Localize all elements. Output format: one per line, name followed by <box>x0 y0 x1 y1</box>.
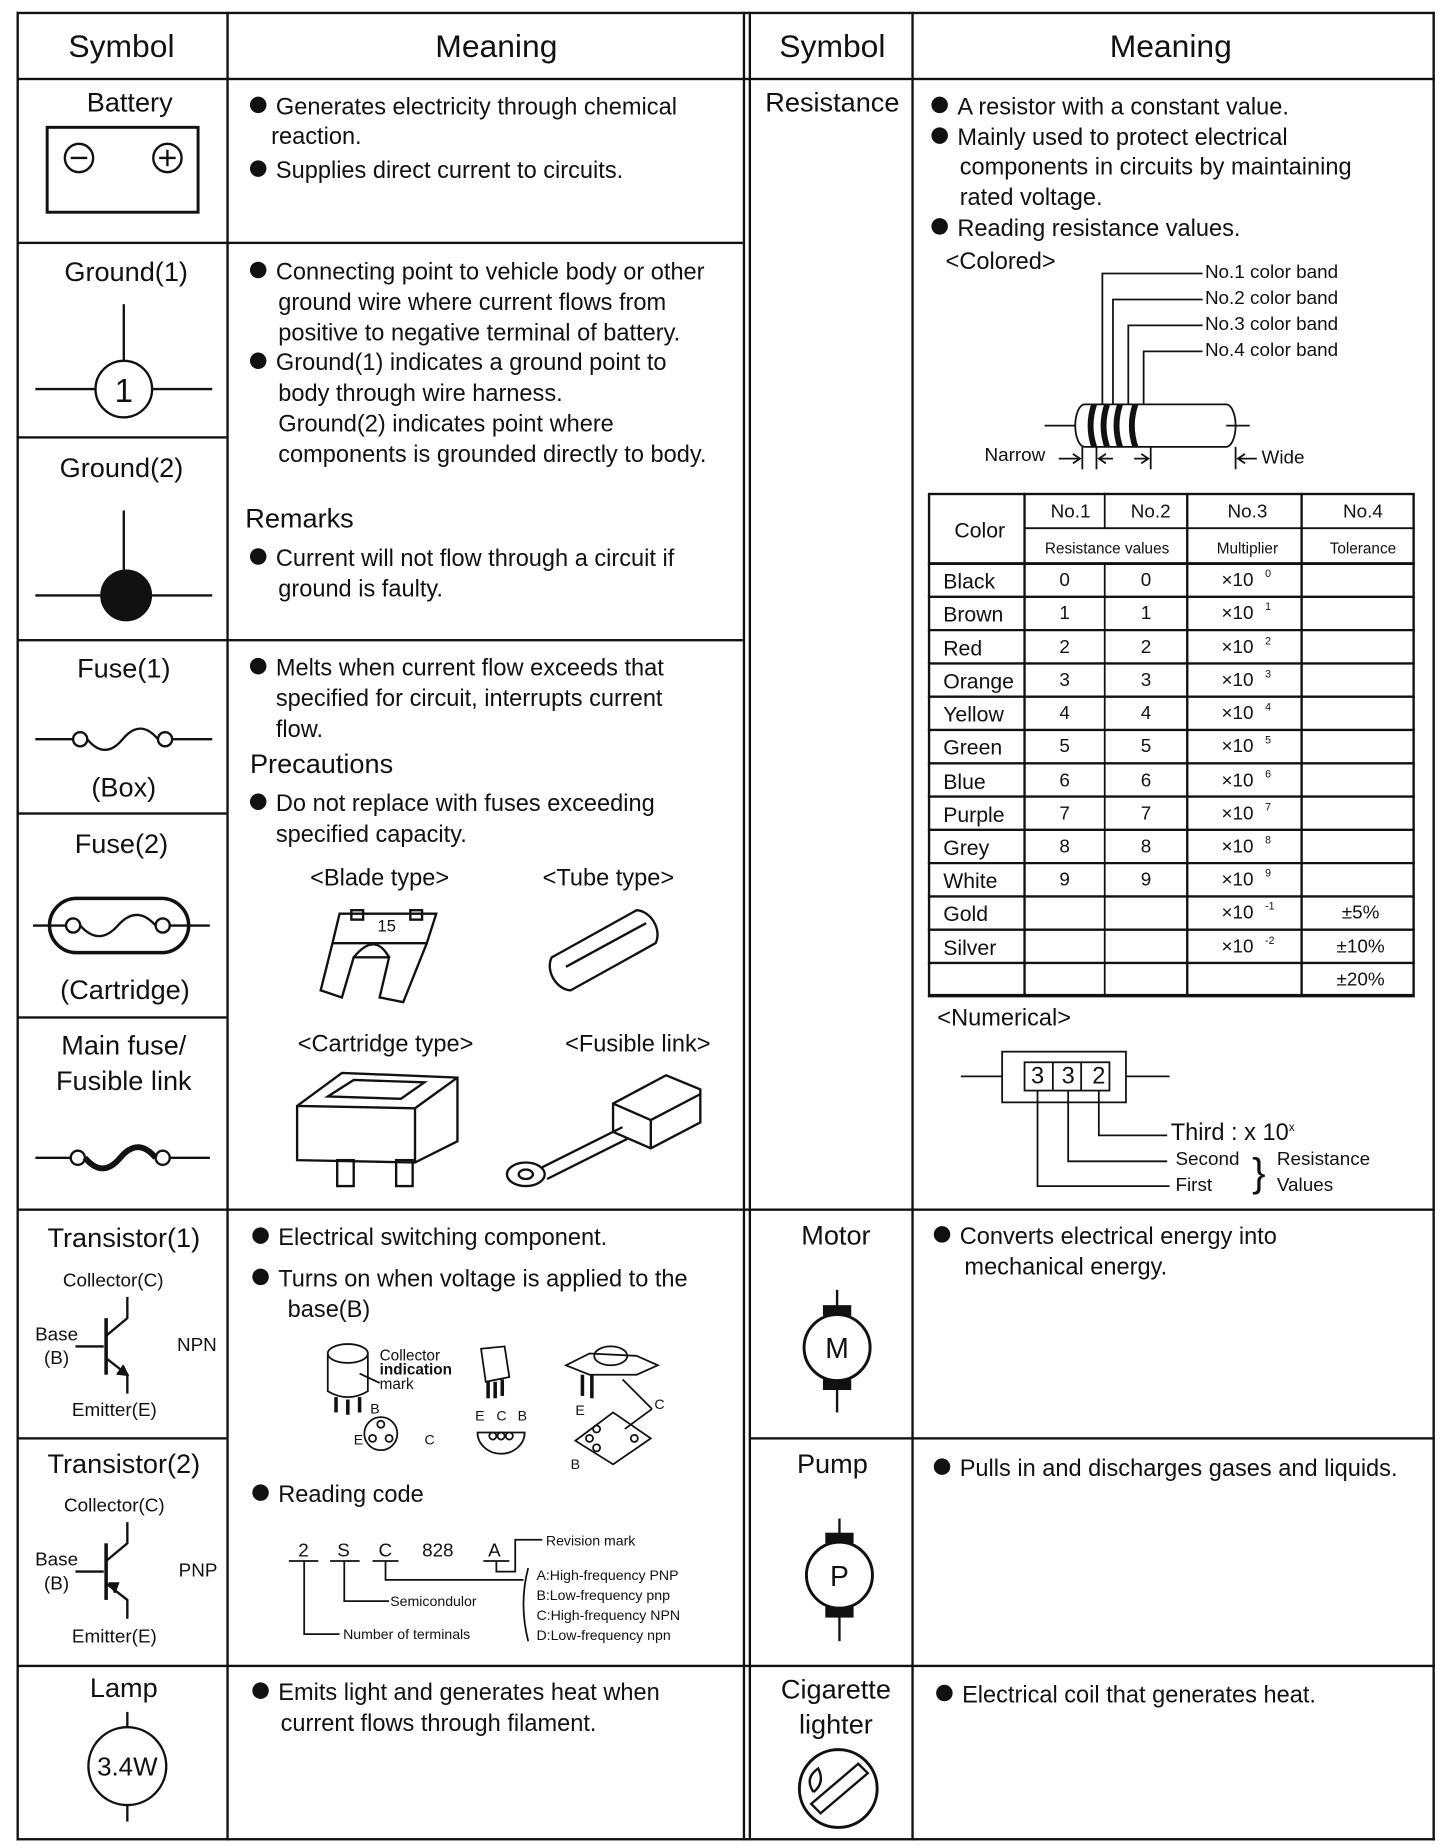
text-line: Ground(2) indicates point where <box>278 411 614 438</box>
tube-type-caption: <Tube type> <box>542 865 675 892</box>
resistance-label: Resistance <box>765 86 900 118</box>
fusible-link-caption: <Fusible link> <box>565 1031 711 1058</box>
remarks-heading: Remarks <box>245 502 354 534</box>
table-cell-exponent: 5 <box>1265 734 1271 747</box>
battery-label: Battery <box>86 86 173 118</box>
table-cell-no2: 8 <box>1140 837 1152 858</box>
cigarette-lighter-symbol <box>799 1750 877 1828</box>
second-label: Second <box>1175 1149 1240 1170</box>
exponent: x <box>1288 1121 1295 1135</box>
revision-mark-label: Revision mark <box>545 1532 636 1549</box>
collector-mark-label: indication <box>379 1361 452 1379</box>
header-meaning: Meaning <box>1109 28 1232 65</box>
collector-mark-label: mark <box>379 1375 414 1393</box>
semiconductor-label: Semicondulor <box>390 1592 477 1609</box>
table-cell-no1: 1 <box>1059 604 1070 625</box>
base-label: Base <box>35 1550 79 1571</box>
text-line: Connecting point to vehicle body or other <box>275 259 705 286</box>
text-line: Melts when current flow exceeds that <box>275 655 664 682</box>
main-fuse-label: Main fuse/ <box>61 1029 187 1061</box>
pnp-transistor-symbol <box>75 1522 127 1619</box>
resistance-values-label: Values <box>1276 1175 1334 1196</box>
digit: 3 <box>1030 1063 1045 1090</box>
resistor-color-band-drawing <box>1045 274 1257 470</box>
pnp-label: PNP <box>178 1560 218 1582</box>
ground2-label: Ground(2) <box>59 452 184 483</box>
table-cell-no1: 9 <box>1059 870 1070 891</box>
table-cell-multiplier: ×10 <box>1221 570 1254 591</box>
table-cell-color: Yellow <box>943 702 1004 727</box>
text-line: body through wire harness. <box>278 380 563 407</box>
lighter-label: Cigarette <box>780 1673 891 1705</box>
battery-symbol <box>47 127 198 212</box>
precautions-heading: Precautions <box>249 748 394 779</box>
digit: 3 <box>1061 1063 1075 1090</box>
table-cell-color: Brown <box>943 602 1004 627</box>
table-cell-multiplier: ×10 <box>1221 837 1254 858</box>
code-char: S <box>337 1539 350 1561</box>
table-cell-multiplier: ×10 <box>1221 936 1254 957</box>
tube-fuse-drawing <box>550 910 658 990</box>
blade-rating: 15 <box>377 917 396 936</box>
table-cell-no1: 3 <box>1059 670 1070 691</box>
table-cell-multiplier: ×10 <box>1221 637 1254 658</box>
wide-label: Wide <box>1261 448 1305 469</box>
table-cell-no1: 8 <box>1059 837 1070 858</box>
collector-label: Collector(C) <box>62 1270 164 1292</box>
base-label: Base <box>35 1325 79 1346</box>
text-line: Do not replace with fuses exceeding <box>275 791 655 818</box>
table-cell-multiplier: ×10 <box>1221 737 1254 758</box>
text-line: specified capacity. <box>275 821 467 848</box>
text-line: Turns on when voltage is applied to the <box>278 1266 688 1293</box>
resistance-values-label: Resistance <box>1276 1149 1371 1170</box>
table-cell-exponent: 3 <box>1265 667 1271 680</box>
text-line: flow. <box>275 716 324 743</box>
pin-label: B <box>517 1407 528 1424</box>
type-label: C:High-frequency NPN <box>536 1606 681 1623</box>
text-line: Current will not flow through a circuit if <box>275 545 675 572</box>
transistor1-label: Transistor(1) <box>47 1222 201 1253</box>
ground2-symbol <box>35 511 212 621</box>
numerical-caption: <Numerical> <box>937 1005 1071 1032</box>
header-symbol: Symbol <box>68 28 175 65</box>
table-cell-no2: 6 <box>1140 770 1152 791</box>
blade-fuse-drawing <box>321 910 437 1002</box>
text-line: Reading resistance values. <box>957 215 1241 242</box>
text-line: Converts electrical energy into <box>959 1223 1277 1250</box>
table-cell-multiplier: ×10 <box>1221 604 1254 625</box>
fusible-link-symbol <box>35 1147 209 1168</box>
table-sub-multiplier: Multiplier <box>1216 539 1279 558</box>
text-line: components in circuits by maintaining <box>959 154 1352 181</box>
table-header-no3: No.3 <box>1227 502 1268 523</box>
table-cell-exponent: 7 <box>1265 800 1271 813</box>
table-cell-color: Red <box>943 636 983 660</box>
cartridge-type-caption: <Cartridge type> <box>297 1031 474 1058</box>
table-cell-color: Purple <box>943 802 1005 827</box>
text-line: mechanical energy. <box>964 1254 1168 1281</box>
table-cell-no1: 4 <box>1059 703 1070 724</box>
text-line: Electrical switching component. <box>278 1224 608 1251</box>
table-cell-no1: 5 <box>1059 737 1070 758</box>
header-meaning: Meaning <box>435 28 558 65</box>
fuse2-symbol <box>33 898 210 952</box>
pin-label: C <box>654 1395 665 1412</box>
fuse2-sub: (Cartridge) <box>60 974 190 1006</box>
cartridge-fuse-drawing <box>297 1073 457 1186</box>
pin-label: E <box>575 1401 585 1418</box>
table-cell-tolerance: ±10% <box>1336 936 1385 957</box>
transistor2-label: Transistor(2) <box>47 1448 201 1480</box>
table-cell-exponent: 0 <box>1265 567 1271 580</box>
type-label: A:High-frequency PNP <box>536 1566 679 1583</box>
collector-mark-label: Collector <box>379 1347 441 1365</box>
brace: } <box>1252 1150 1266 1196</box>
table-cell-multiplier: ×10 <box>1221 870 1254 891</box>
table-cell-no2: 9 <box>1140 870 1152 891</box>
table-cell-multiplier: ×10 <box>1221 670 1254 691</box>
lamp-symbol <box>88 1712 166 1822</box>
table-cell-no1: 2 <box>1059 637 1070 658</box>
table-cell-exponent: 6 <box>1265 767 1271 780</box>
table-cell-multiplier: ×10 <box>1221 703 1254 724</box>
text-line: Mainly used to protect electrical <box>957 124 1288 151</box>
colored-caption: <Colored> <box>945 248 1056 275</box>
npn-transistor-symbol <box>75 1297 127 1394</box>
emitter-label: Emitter(E) <box>71 1627 157 1648</box>
transistor-package-drawings <box>328 1344 665 1472</box>
code-char: A <box>488 1539 501 1561</box>
table-header-no4: No.4 <box>1343 502 1383 523</box>
main-fuse-label: Fusible link <box>55 1065 192 1096</box>
text-line: A resistor with a constant value. <box>957 94 1289 121</box>
table-cell-color: Black <box>943 569 996 594</box>
table-cell-exponent: 2 <box>1265 634 1271 647</box>
fuse1-symbol <box>35 729 212 750</box>
code-char: 2 <box>298 1539 309 1561</box>
text-line: Ground(1) indicates a ground point to <box>275 350 667 377</box>
table-cell-no1: 7 <box>1059 803 1070 824</box>
band-label: No.2 color band <box>1204 288 1339 309</box>
table-cell-no2: 7 <box>1140 803 1152 824</box>
reading-code-heading: Reading code <box>278 1482 424 1508</box>
table-cell-color: White <box>943 869 998 893</box>
emitter-label: Emitter(E) <box>71 1400 157 1421</box>
motor-symbol <box>804 1290 870 1413</box>
band-label: No.3 color band <box>1204 314 1339 335</box>
text-line: specified for circuit, interrupts current <box>275 686 663 713</box>
collector-label: Collector(C) <box>64 1496 165 1517</box>
table-cell-tolerance: ±5% <box>1341 903 1380 924</box>
table-cell-no2: 1 <box>1140 604 1152 625</box>
table-cell-exponent: -1 <box>1265 900 1275 913</box>
lighter-label: lighter <box>798 1708 873 1740</box>
table-cell-no1: 0 <box>1059 570 1070 591</box>
table-cell-no2: 3 <box>1140 670 1152 691</box>
motor-letter: M <box>825 1332 849 1365</box>
table-cell-no2: 5 <box>1140 737 1152 758</box>
table-cell-tolerance: ±20% <box>1336 970 1385 991</box>
pin-label: C <box>496 1407 507 1424</box>
table-cell-no2: 2 <box>1140 637 1152 658</box>
table-cell-color: Orange <box>943 669 1014 694</box>
table-cell-multiplier: ×10 <box>1221 770 1254 791</box>
digit: 2 <box>1092 1063 1106 1090</box>
npn-label: NPN <box>176 1335 217 1356</box>
text-line: Third : x 10 <box>1170 1120 1289 1146</box>
type-label: D:Low-frequency npn <box>536 1626 671 1643</box>
terminals-label: Number of terminals <box>343 1625 471 1642</box>
text-line: rated voltage. <box>959 185 1103 212</box>
text-line: positive to negative terminal of battery. <box>278 320 681 347</box>
text-line: ground wire where current flows from <box>278 290 667 316</box>
table-cell-color: Green <box>943 736 1003 760</box>
band-label: No.4 color band <box>1204 340 1339 361</box>
pin-label: E <box>353 1431 364 1448</box>
numerical-resistor-drawing <box>961 1052 1170 1186</box>
pump-symbol <box>806 1519 872 1642</box>
table-header-no2: No.2 <box>1130 502 1171 523</box>
text-line: Supplies direct current to circuits. <box>275 157 624 184</box>
ground1-label: Ground(1) <box>64 256 188 288</box>
table-cell-color: Blue <box>943 769 986 793</box>
pin-label: B <box>370 1400 380 1417</box>
narrow-label: Narrow <box>984 445 1046 466</box>
fusible-link-drawing <box>507 1075 700 1186</box>
fuse1-sub: (Box) <box>91 771 157 803</box>
table-cell-color: Silver <box>943 935 997 960</box>
text-line: Electrical coil that generates heat. <box>962 1682 1316 1709</box>
table-cell-no2: 4 <box>1140 703 1152 724</box>
table-cell-exponent: -2 <box>1265 933 1275 946</box>
fuse1-label: Fuse(1) <box>77 652 171 684</box>
pump-label: Pump <box>796 1448 868 1480</box>
type-label: B:Low-frequency pnp <box>536 1586 670 1603</box>
lamp-rating: 3.4W <box>97 1753 158 1782</box>
pin-label: E <box>475 1407 485 1424</box>
pump-letter: P <box>830 1559 849 1592</box>
table-cell-color: Grey <box>943 835 990 860</box>
table-cell-no2: 0 <box>1140 570 1152 591</box>
table-cell-exponent: 4 <box>1265 700 1271 713</box>
pin-label: B <box>570 1456 581 1473</box>
table-cell-exponent: 1 <box>1265 601 1271 613</box>
band-label: No.1 color band <box>1204 262 1339 283</box>
pin-label: C <box>424 1431 435 1448</box>
ground-number: 1 <box>114 372 133 410</box>
table-sub-resistance: Resistance values <box>1044 539 1170 558</box>
text-line: components is grounded directly to body. <box>278 442 707 469</box>
table-cell-multiplier: ×10 <box>1221 903 1254 924</box>
code-char: 828 <box>422 1539 454 1561</box>
lamp-label: Lamp <box>89 1672 158 1704</box>
header-symbol: Symbol <box>779 28 886 65</box>
reading-code-diagram <box>289 1533 680 1643</box>
code-char: C <box>378 1539 393 1561</box>
text-line: Emits light and generates heat when <box>278 1680 660 1707</box>
table-header-no1: No.1 <box>1050 502 1091 523</box>
table-cell-no1: 6 <box>1059 770 1070 791</box>
first-label: First <box>1175 1175 1213 1196</box>
base-label: (B) <box>44 1348 70 1369</box>
table-cell-multiplier: ×10 <box>1221 803 1254 824</box>
table-cell-exponent: 9 <box>1265 867 1271 880</box>
text-line: Pulls in and discharges gases and liquids. <box>959 1456 1398 1483</box>
base-label: (B) <box>44 1573 70 1595</box>
table-cell-color: Gold <box>943 902 989 927</box>
text-line: ground is faulty. <box>278 576 443 603</box>
table-sub-tolerance: Tolerance <box>1329 539 1397 558</box>
table-header-color: Color <box>954 518 1006 543</box>
ground1-symbol <box>35 304 212 417</box>
blade-type-caption: <Blade type> <box>310 865 450 892</box>
fuse2-label: Fuse(2) <box>74 828 169 859</box>
text-line: Generates electricity through chemical <box>275 94 677 121</box>
text-line: current flows through filament. <box>280 1710 597 1737</box>
table-cell-exponent: 8 <box>1265 834 1271 846</box>
text-line: base(B) <box>287 1296 371 1323</box>
text-line: reaction. <box>271 123 362 150</box>
motor-label: Motor <box>801 1219 871 1251</box>
